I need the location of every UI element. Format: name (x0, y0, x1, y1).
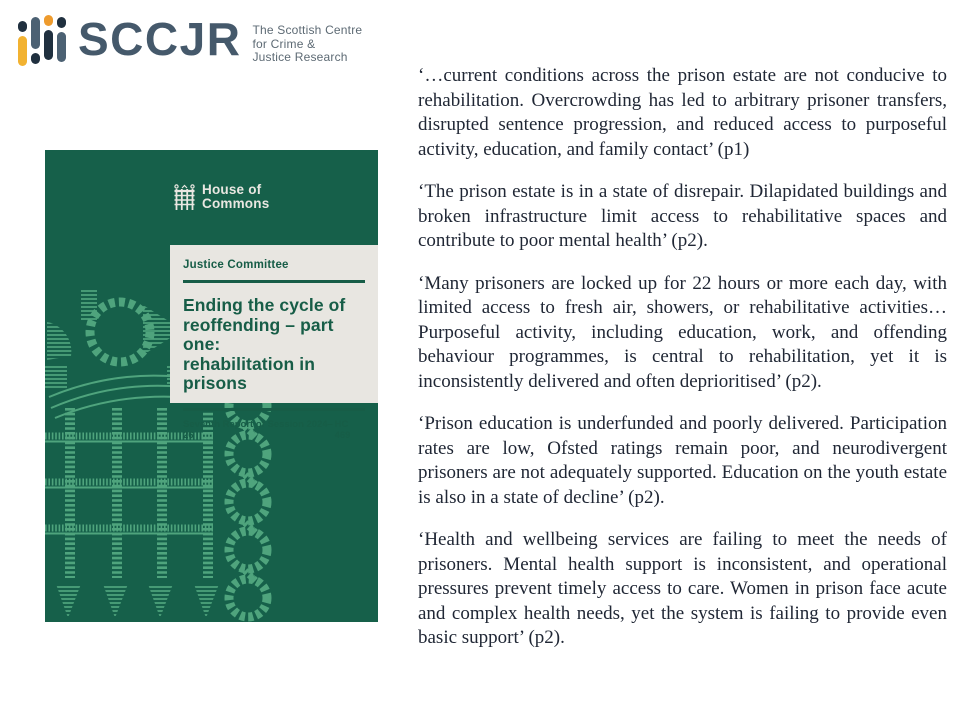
publisher-line: Commons (202, 196, 270, 211)
tagline-line: for Crime & (252, 36, 316, 51)
sccjr-logo (18, 13, 362, 66)
divider-rule (183, 280, 365, 283)
tagline-line: Justice Research (252, 50, 348, 64)
mark-bar (44, 15, 53, 26)
portcullis-icon (174, 184, 195, 211)
panel-footer (183, 419, 365, 441)
report-cover (45, 150, 378, 622)
mark-bar (18, 36, 27, 66)
sccjr-wordmark: SCCJR (78, 13, 242, 65)
report-title-line: Ending the cycle of (183, 295, 346, 315)
quote-paragraph: ‘Many prisoners are locked up for 22 hours or more each day, with limited access to fresh air, showers, or rehabilitative activities… Purposeful activity, including education, work, and offending behaviour programmes, is central to rehabilitation, yet it is inconsistently delivered and often deprioritised’ (p2). (418, 272, 947, 392)
quote-paragraph: ‘The prison estate is in a state of disrepair. Dilapidated buildings and broken infrastructure limit access to rehabilitative spaces and contribute to poor mental health’ (p2). (418, 181, 947, 251)
tagline-line: The Scottish Centre (252, 23, 363, 37)
hc-number: HC 469 (334, 418, 351, 441)
mark-bar (57, 17, 66, 28)
house-of-commons-logo (174, 183, 269, 211)
mark-bar (31, 17, 40, 49)
publisher-name (202, 183, 269, 211)
report-title (183, 296, 365, 394)
report-title-line: reoffending – part one: (183, 314, 334, 354)
mark-bar (44, 30, 53, 60)
committee-label: Justice Committee (183, 259, 289, 271)
mark-bar (57, 32, 66, 62)
mark-bar (31, 53, 40, 64)
mark-bar (18, 21, 27, 32)
quote-paragraph: ‘Health and wellbeing services are failing to meet the needs of prisoners. Mental health support is inconsistent, and operational pressures prevent timely access to care. Women in prison face acute and complex health needs, yet the system is failing to provide even basic support’ (p2). (418, 529, 947, 648)
sccjr-logo-mark-icon (18, 13, 68, 66)
divider-rule (183, 408, 365, 411)
publisher-line: House of (202, 182, 262, 197)
quotes-column (418, 64, 947, 669)
report-title-line: rehabilitation in prisons (183, 353, 315, 393)
sccjr-tagline (252, 24, 362, 65)
quote-paragraph: ‘Prison education is underfunded and poorly delivered. Participation rates are low, Ofsted ratings remain poor, and neurodivergent prisoners are not adequately supported. Education on the youth estate is also in a state of decline’ (p2). (418, 413, 947, 508)
session-label: Seventh Report of Session 2024–26 (183, 418, 333, 441)
cover-panel (170, 245, 378, 441)
quote-paragraph: ‘…current conditions across the prison estate are not conducive to rehabilitation. Overcrowding has led to arbitrary prisoner transfers, disrupted sentence progression, and reduced access to purposeful activity, education, and family contact’ (p1) (418, 65, 947, 160)
